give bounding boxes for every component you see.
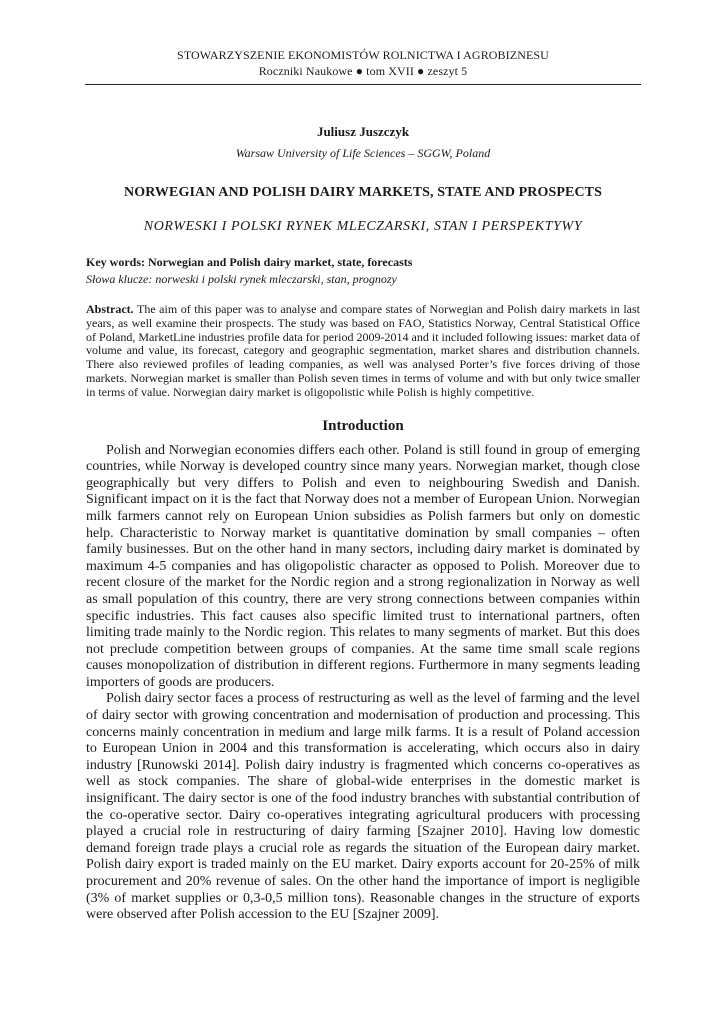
abstract-label: Abstract. bbox=[86, 302, 134, 316]
paragraph: Polish and Norwegian economies differs each other. Poland is still found in group of emerging countries, while Norway is developed country since many years. Norwegian market, though close geographically but very differs to Polish and even to neighbouring Swedish and Danish. Significant impact on it is the fact that Norway does not a member of European Union. Norwegian milk farmers cannot rely on European Union subsidies as Polish farmers but only on domestic help. Characteristic to Norway market is quantitative domination by small companies – often family businesses. But on the other hand in many sectors, including dairy market is dominated by maximum 4-5 companies and has oligopolistic character as opposed to Polish. Moreover due to recent closure of the market for the Nordic region and a strong regionalization in Norway as well as small population of this country, there are very strong connections between companies within specific industries. This fact causes also specific limited trust to international partners, often limiting trade mainly to the Nordic region. This relates to many segments of market. But this does not preclude competition between groups of companies. At the same time small scale regions causes monopolization of distribution in different regions. Furthermore in many segments leading importers of goods are producers. bbox=[86, 442, 640, 690]
author-affiliation: Warsaw University of Life Sciences – SGGW, Poland bbox=[235, 146, 491, 160]
paragraph: Polish dairy sector faces a process of restructuring as well as the level of farming and the level of dairy sector with growing concentration and modernisation of production and processing. This concerns mainly concentration in medium and large milk farms. It is a result of Poland accession to European Union in 2004 and this transformation is accelerating, which occurs also in dairy industry [Runowski 2014]. Polish dairy industry is fragmented which concerns co-operatives as well as stock companies. The share of global-wide enterprises in the domestic market is insignificant. The dairy sector is one of the food industry branches with substantial contribution of the co-operative sector. Dairy co-operatives integrating agricultural producers with processing played a crucial role in restructuring of dairy farming [Szajner 2010]. Having low domestic demand foreign trade plays a crucial role as regards the situation of the European dairy market. Polish dairy export is traded mainly on the EU market. Dairy exports account for 20-25% of milk procurement and 20% revenue of sales. On the other hand the importance of import is negligible (3% of market supplies or 0,3-0,5 million tons). Reasonable changes in the structure of exports were observed after Polish accession to the EU [Szajner 2009]. bbox=[86, 691, 640, 923]
paper-title-english: NORWEGIAN AND POLISH DAIRY MARKETS, STATE AND PROSPECTS bbox=[124, 185, 602, 200]
paper-title-polish: NORWESKI I POLSKI RYNEK MLECZARSKI, STAN I PERSPEKTYWY bbox=[143, 219, 583, 234]
author-name: Juliusz Juszczyk bbox=[316, 124, 410, 139]
keywords-english: Key words: Norwegian and Polish dairy market, state, forecasts bbox=[86, 255, 413, 269]
issue-info: Roczniki Naukowe ● tom XVII ● zeszyt 5 bbox=[258, 64, 468, 78]
introduction-body bbox=[86, 443, 640, 924]
journal-name: STOWARZYSZENIE EKONOMISTÓW ROLNICTWA I AGROBIZNESU bbox=[177, 48, 549, 62]
keywords-polish: Słowa klucze: norweski i polski rynek mleczarski, stan, prognozy bbox=[86, 272, 397, 286]
running-header bbox=[86, 47, 640, 79]
header-rule bbox=[85, 84, 641, 85]
paper-page bbox=[86, 0, 640, 924]
abstract bbox=[86, 303, 640, 400]
abstract-text: The aim of this paper was to analyse and compare states of Norwegian and Polish dairy markets in last years, as well examine their prospects. The study was based on FAO, Statistics Norway, Central Statistical Office of Poland, MarketLine industries profile data for period 2009-2014 and it included following issues: market data of volume and value, its forecast, category and geographic segmentation, market shares and distribution channels. There also reviewed profiles of leading companies, as well was analysed Porter’s five forces driving of those markets. Norwegian market is smaller than Polish seven times in terms of volume and with but only twice smaller in terms of value. Norwegian dairy market is oligopolistic while Polish is highly competitive. bbox=[86, 302, 640, 399]
section-heading-introduction: Introduction bbox=[322, 417, 404, 434]
